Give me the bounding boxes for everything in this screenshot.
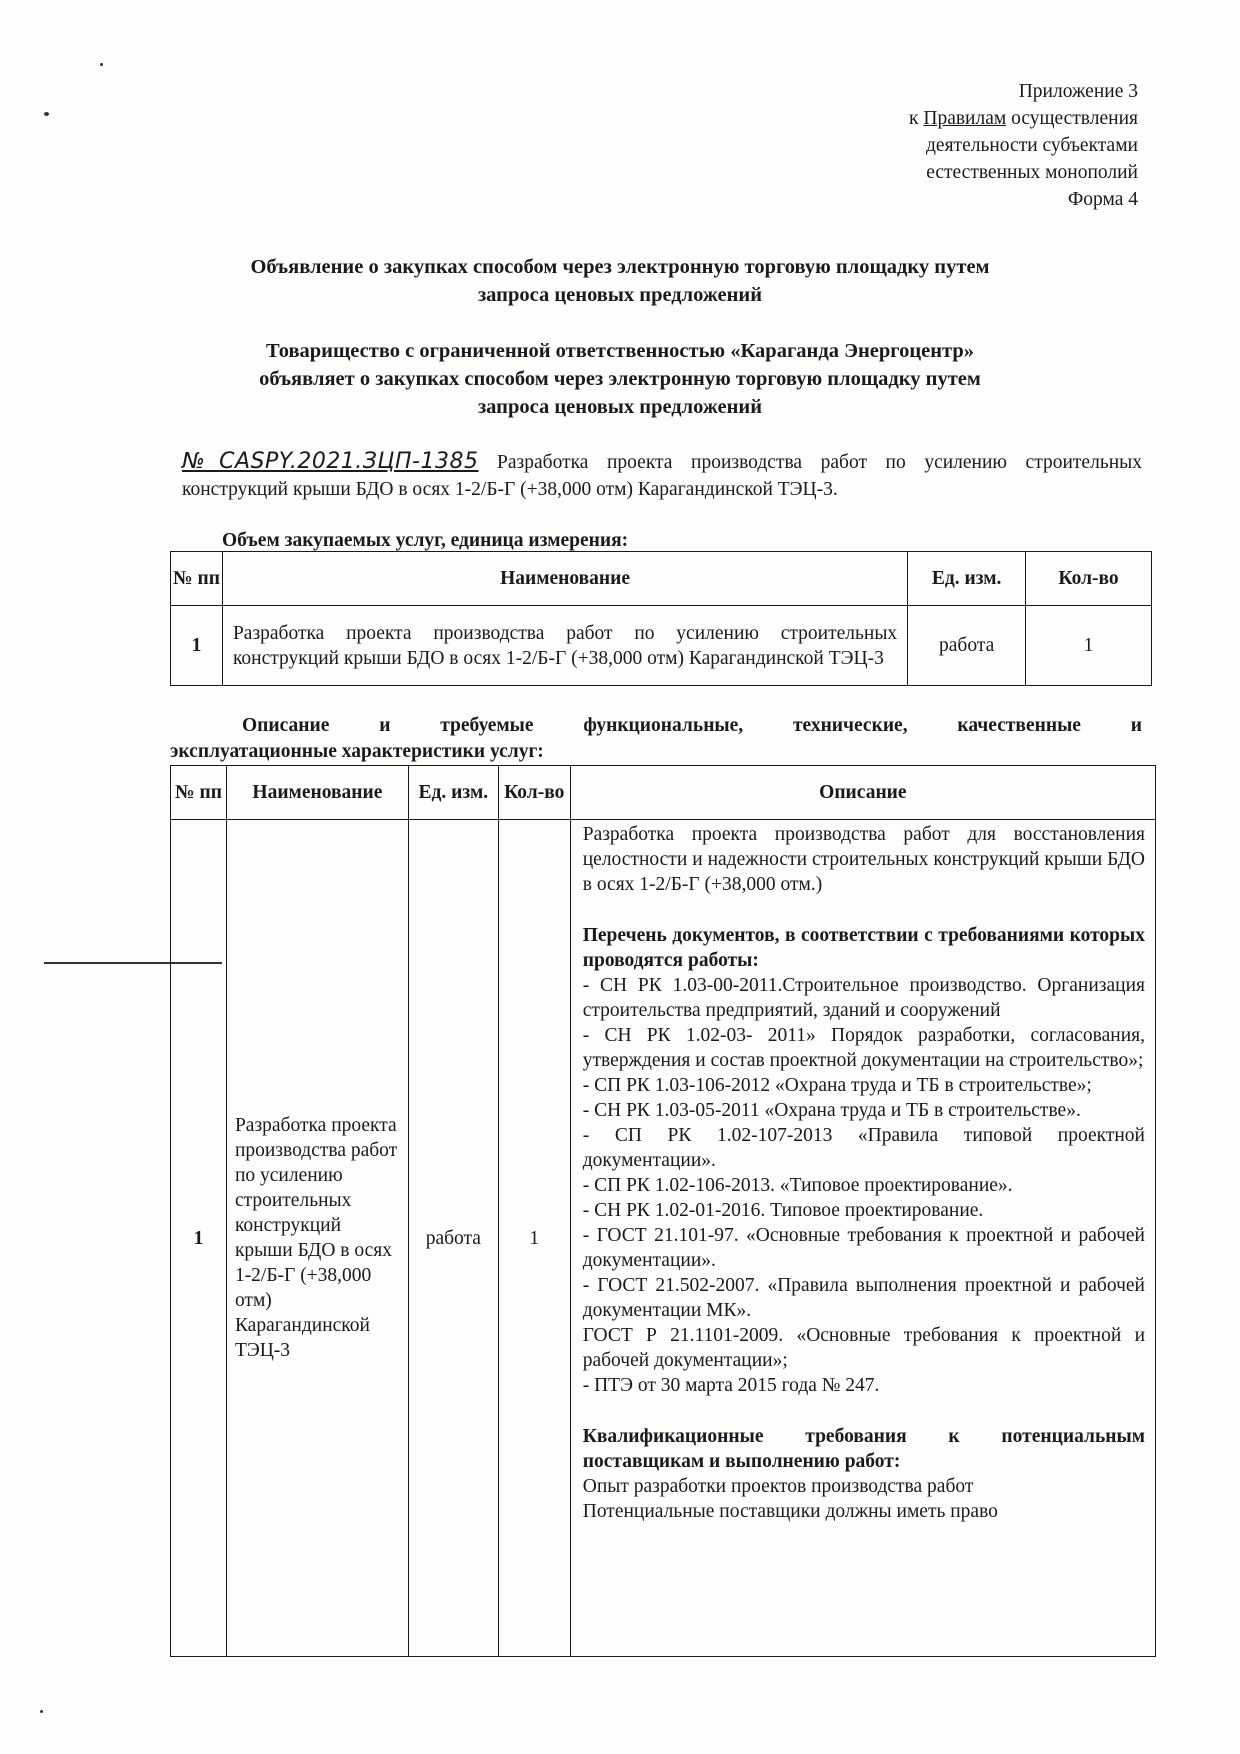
doc-item: - СН РК 1.03-00-2011.Строительное производство. Организация строительства предприятий, зданий и сооружений — [582, 975, 1145, 1021]
lot-text: Разработка проекта производства работ по усилению строительных конструкций крыши БДО в осях 1-2/Б-Г (+38,000 отм) Карагандинской ТЭЦ-3. — [182, 452, 1142, 500]
doc-item: - ПТЭ от 30 марта 2015 года № 247. — [582, 1375, 880, 1396]
description-intro: Разработка проекта производства работ для восстановления целостности и надежности строительных конструкций крыши БДО в осях 1-2/Б-Г (+38,000 отм.) — [582, 824, 1145, 895]
table-row — [171, 820, 1156, 1657]
row-description — [570, 820, 1155, 1657]
appendix-header — [820, 78, 1138, 213]
col-header-unit: Ед. изм. — [908, 552, 1026, 606]
row-qty: 1 — [1026, 606, 1152, 686]
volume-table — [170, 551, 1152, 686]
volume-section-label: Объем закупаемых услуг, единица измерения: — [222, 530, 629, 551]
spec-section-label: Описание и требуемые функциональные, технические, качественные и эксплуатационные характеристики услуг: — [170, 715, 1142, 762]
doc-item: - ГОСТ 21.101-97. «Основные требования к проектной и рабочей документации». — [582, 1225, 1145, 1271]
appendix-line2: к Правилам осуществления — [909, 108, 1138, 129]
col-header-name: Наименование — [226, 766, 408, 820]
col-header-number: № пп — [171, 766, 227, 820]
announcer-block: Товарищество с ограниченной ответственностью «Караганда Энергоцентр» объявляет о закупках способом через электронную торговую площадку путем запроса ценовых предложений — [259, 340, 981, 418]
row-name: Разработка проекта производства работ по усилению строительных конструкций крыши БДО в осях 1-2/Б-Г (+38,000 отм) Карагандинской ТЭЦ-3 — [226, 820, 408, 1657]
appendix-line3: деятельности субъектами — [926, 135, 1138, 156]
doc-item: ГОСТ Р 21.1101-2009. «Основные требования к проектной и рабочей документации»; — [582, 1325, 1145, 1371]
col-header-unit: Ед. изм. — [408, 766, 498, 820]
table-row — [171, 606, 1152, 686]
row-unit: работа — [408, 820, 498, 1657]
scan-speck — [40, 1710, 43, 1713]
table-header-row — [171, 552, 1152, 606]
lot-number: №CASPY.2021.ЗЦП-1385 — [182, 449, 479, 474]
rules-link[interactable]: Правилам — [923, 108, 1007, 129]
qual-heading: Квалификационные требования к потенциальным поставщикам и выполнению работ: — [582, 1426, 1145, 1472]
qual-item: Опыт разработки проектов производства работ — [582, 1476, 974, 1497]
row-qty: 1 — [498, 820, 570, 1657]
appendix-line5: Форма 4 — [1067, 189, 1138, 210]
row-name: Разработка проекта производства работ по усилению строительных конструкций крыши БДО в осях 1-2/Б-Г (+38,000 отм) Карагандинской ТЭЦ-3 — [222, 606, 907, 686]
doc-item: - СП РК 1.02-107-2013 «Правила типовой проектной документации». — [582, 1125, 1145, 1171]
col-header-qty: Кол-во — [1026, 552, 1152, 606]
appendix-line1: Приложение 3 — [1018, 81, 1138, 102]
doc-item: - СН РК 1.02-01-2016. Типовое проектирование. — [582, 1200, 984, 1221]
row-number: 1 — [171, 820, 227, 1657]
doc-item: - ГОСТ 21.502-2007. «Правила выполнения проектной и рабочей документации МК». — [582, 1275, 1145, 1321]
scan-speck — [44, 112, 49, 116]
qual-item: Потенциальные поставщики должны иметь право — [582, 1501, 998, 1522]
row-unit: работа — [908, 606, 1026, 686]
col-header-number: № пп — [171, 552, 223, 606]
lot-paragraph — [182, 448, 1142, 503]
table-header-row — [171, 766, 1156, 820]
page-title: Объявление о закупках способом через электронную торговую площадку путем запроса ценовых предложений — [250, 256, 990, 306]
col-header-name: Наименование — [222, 552, 907, 606]
scan-speck — [100, 63, 103, 66]
col-header-qty: Кол-во — [498, 766, 570, 820]
docs-heading: Перечень документов, в соответствии с требованиями которых проводятся работы: — [582, 925, 1145, 971]
spec-table — [170, 765, 1156, 1657]
doc-item: - СН РК 1.03-05-2011 «Охрана труда и ТБ в строительстве». — [582, 1100, 1081, 1121]
doc-item: - СП РК 1.03-106-2012 «Охрана труда и ТБ в строительстве»; — [582, 1075, 1092, 1096]
doc-item: - СН РК 1.02-03- 2011» Порядок разработки, согласования, утверждения и состав проектной документации на строительство»; — [582, 1025, 1145, 1071]
appendix-line4: естественных монополий — [926, 162, 1138, 183]
row-number: 1 — [171, 606, 223, 686]
col-header-description: Описание — [570, 766, 1155, 820]
doc-item: - СП РК 1.02-106-2013. «Типовое проектирование». — [582, 1175, 1013, 1196]
